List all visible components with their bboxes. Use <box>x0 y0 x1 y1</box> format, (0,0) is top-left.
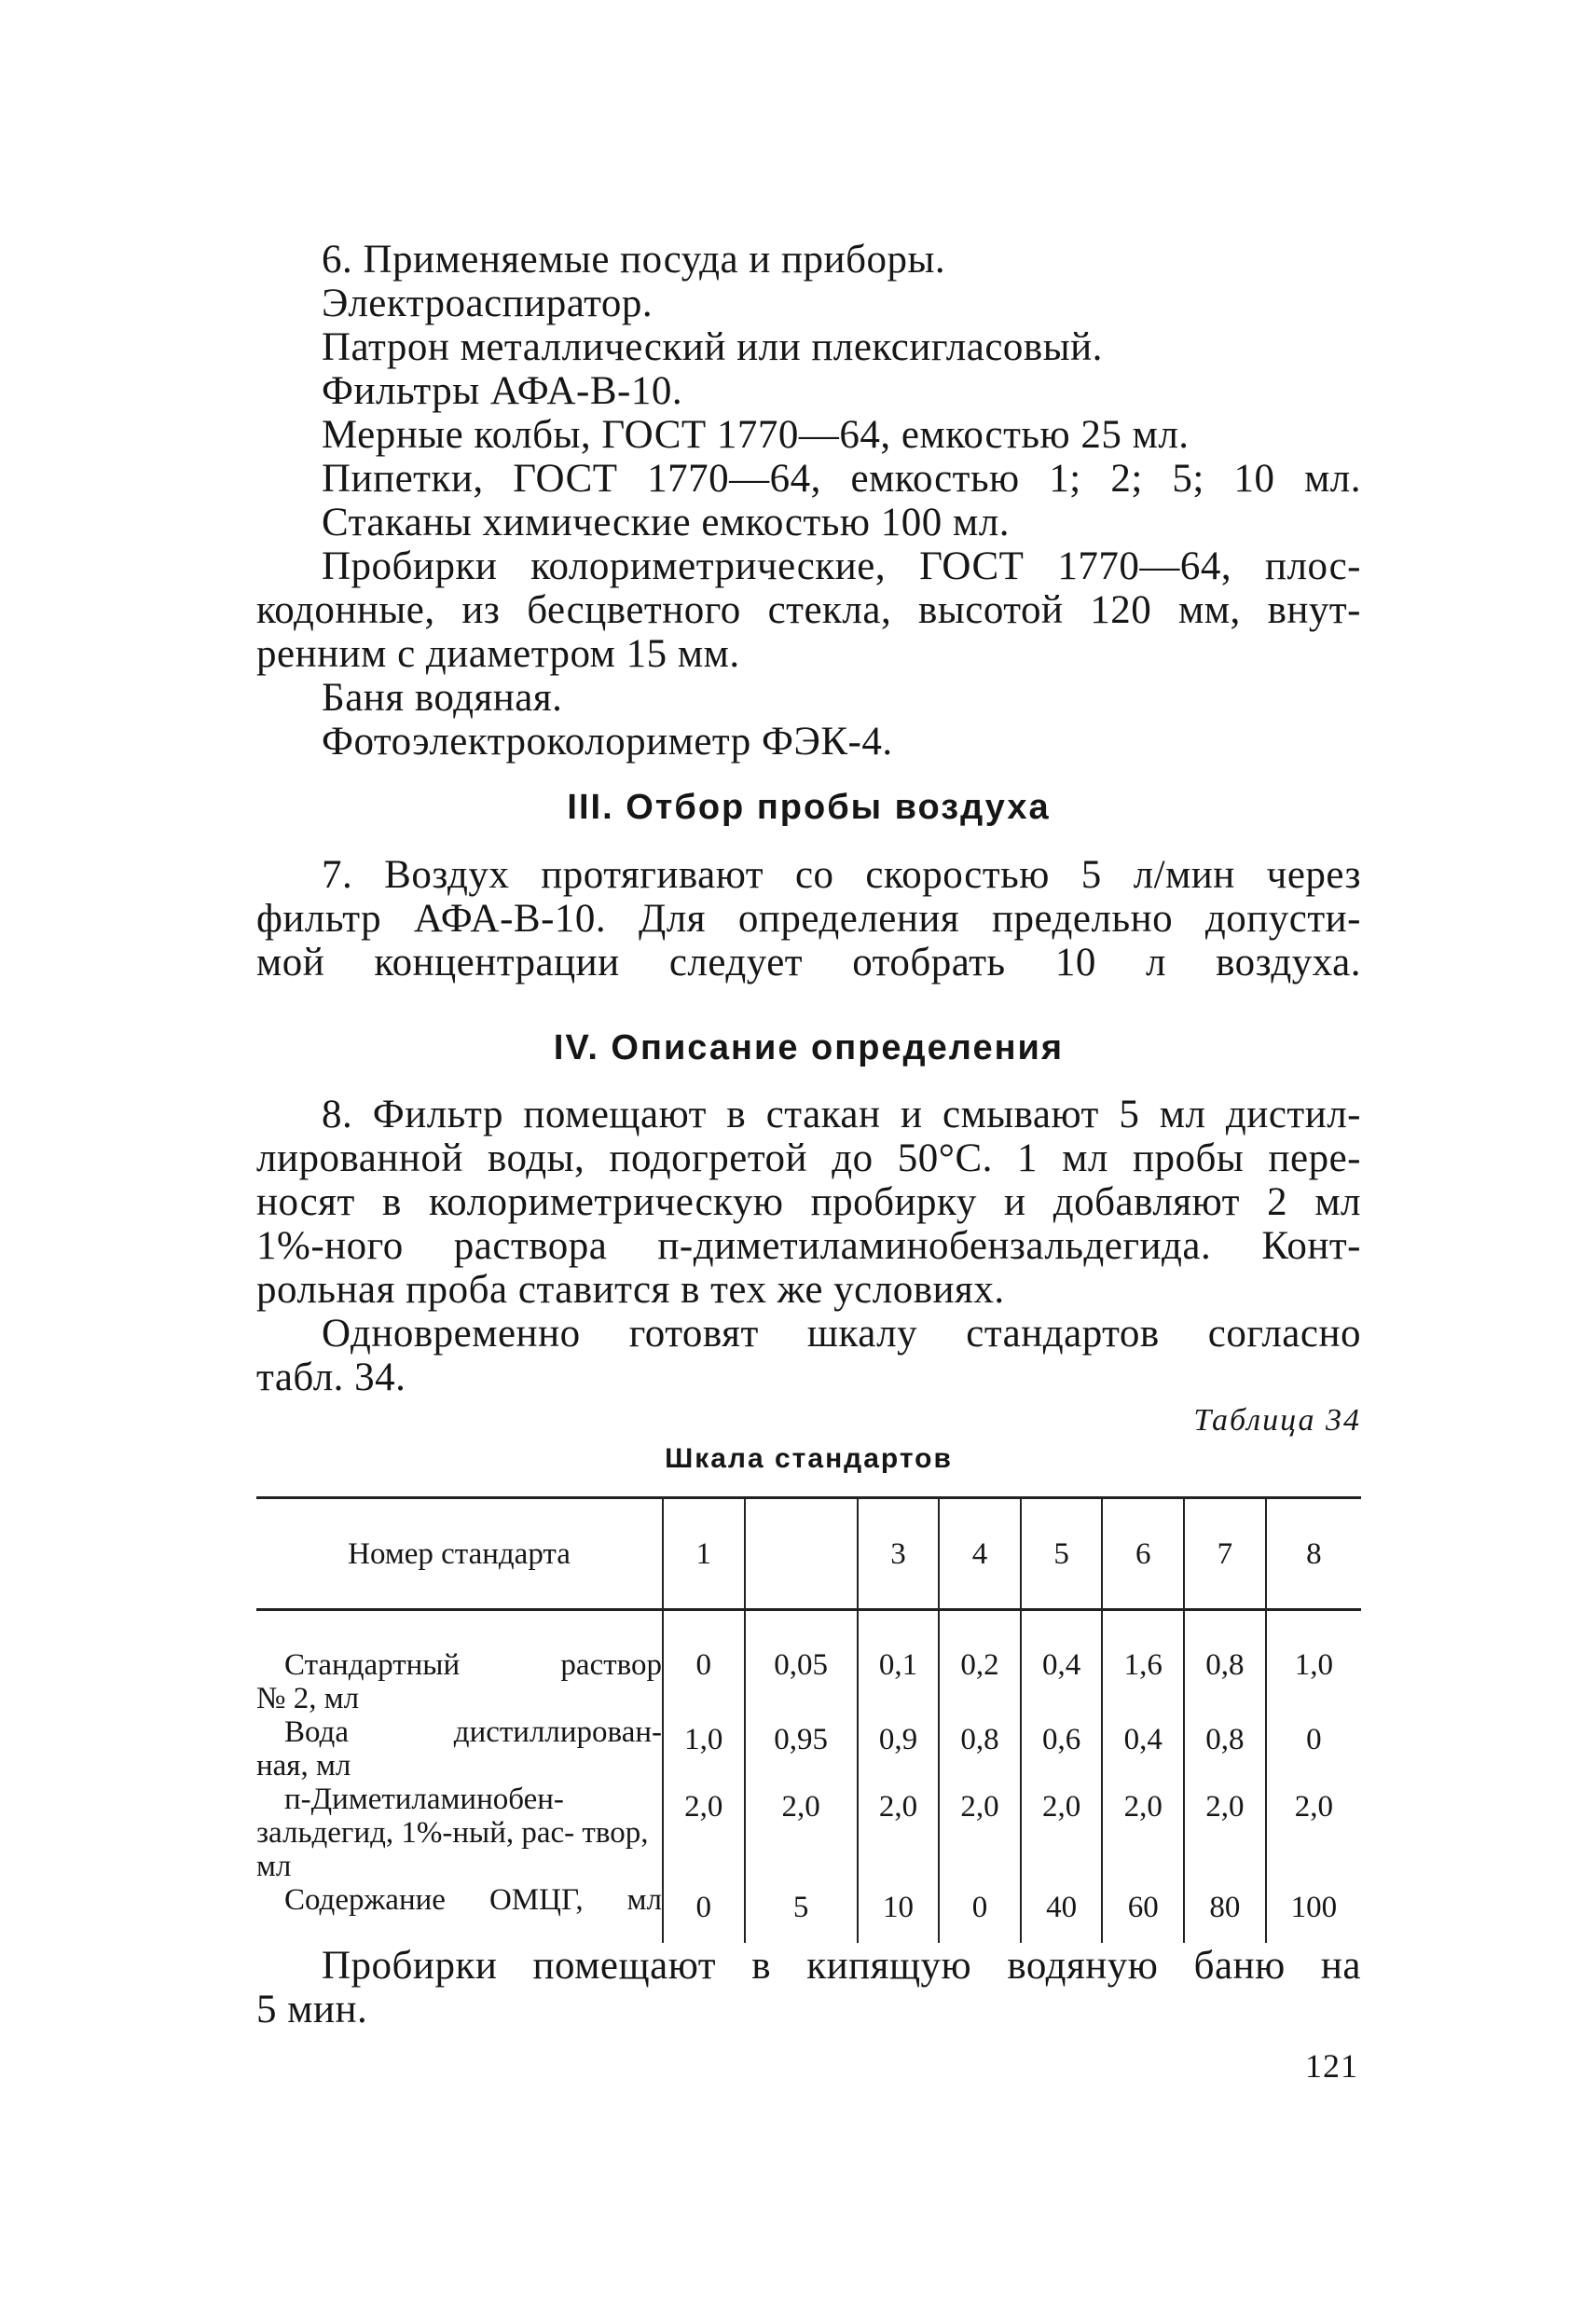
table-cell: 1,0 <box>1266 1610 1361 1716</box>
section-6-line: Баня водяная. <box>322 676 563 720</box>
section-6-line: кодонные, из бесцветного стекла, высотой 120 мм, внут- <box>256 588 1361 632</box>
table-cell: 0 <box>939 1883 1021 1943</box>
table-title: Шкала стандартов <box>665 1443 953 1474</box>
table-cell: 0,4 <box>1021 1610 1103 1716</box>
row-label <box>256 1883 663 1943</box>
section-6-line: Пипетки, ГОСТ 1770—64, емкостью 1; 2; 5; 10 мл. <box>322 457 1361 501</box>
standards-table <box>256 1496 1361 1943</box>
column-header <box>745 1498 858 1610</box>
section-6-line: Мерные колбы, ГОСТ 1770—64, емкостью 25 мл. <box>322 413 1190 457</box>
table-cell: 2,0 <box>939 1783 1021 1883</box>
section-6-line: Фотоэлектроколориметр ФЭК-4. <box>322 720 893 764</box>
section-7-line: 7. Воздух протягивают со скоростью 5 л/мин через <box>322 853 1361 897</box>
table-cell: 60 <box>1102 1883 1184 1943</box>
table-row <box>256 1610 1361 1716</box>
section-8-line: табл. 34. <box>256 1356 406 1399</box>
table-cell: 0,9 <box>858 1715 940 1783</box>
table-cell: 2,0 <box>745 1783 858 1883</box>
section-6-line: Пробирки колориметрические, ГОСТ 1770—64, плос- <box>322 544 1361 588</box>
page-number: 121 <box>1305 2047 1358 2085</box>
section-7-line: мой концентрации следует отобрать 10 л воздуха. <box>256 941 1361 984</box>
section-7 <box>256 853 1361 984</box>
section-8-line: 1%-ного раствора п-диметиламинобензальдегида. Конт- <box>256 1224 1361 1268</box>
table-cell: 1,0 <box>663 1715 745 1783</box>
column-header: 8 <box>1266 1498 1361 1610</box>
row-label-rest: ная, мл <box>256 1749 351 1783</box>
table-cell: 5 <box>745 1883 858 1943</box>
header-label: Номер стандарта <box>256 1498 663 1610</box>
row-label-rest: зальдегид, 1%-ный, рас- твор, мл <box>256 1816 649 1883</box>
table-cell: 0,2 <box>939 1610 1021 1716</box>
section-heading-4: IV. Описание определения <box>553 1028 1065 1067</box>
section-6-line: 6. Применяемые посуда и приборы. <box>322 238 946 282</box>
section-8-line: Одновременно готовят шкалу стандартов согласно <box>322 1312 1361 1356</box>
row-label <box>256 1715 663 1783</box>
table-header-row <box>256 1498 1361 1610</box>
table-row <box>256 1715 1361 1783</box>
column-header: 1 <box>663 1498 745 1610</box>
section-7-line: фильтр АФА-В-10. Для определения предельно допусти- <box>256 897 1361 941</box>
table-cell: 2,0 <box>1021 1783 1103 1883</box>
row-label-first: Стандартный раствор <box>284 1648 662 1682</box>
row-label <box>256 1610 663 1716</box>
table-cell: 10 <box>858 1883 940 1943</box>
section-8-line: лированной воды, подогретой до 50°С. 1 мл пробы пере- <box>256 1136 1361 1180</box>
table-cell: 100 <box>1266 1883 1361 1943</box>
table-cell: 0,95 <box>745 1715 858 1783</box>
table-cell: 0,05 <box>745 1610 858 1716</box>
row-label-first: Вода дистиллирован- <box>284 1715 662 1749</box>
section-6 <box>256 238 1361 764</box>
section-6-line: Патрон металлический или плексигласовый. <box>322 325 1103 369</box>
table-cell: 0 <box>663 1610 745 1716</box>
section-8 <box>256 1093 1361 1399</box>
table-cell: 0,1 <box>858 1610 940 1716</box>
section-6-line: Фильтры АФА-В-10. <box>322 369 683 413</box>
table-cell: 2,0 <box>1184 1783 1266 1883</box>
table-cell: 40 <box>1021 1883 1103 1943</box>
section-heading-3: III. Отбор пробы воздуха <box>567 788 1051 827</box>
table-cell: 1,6 <box>1102 1610 1184 1716</box>
table-cell: 0,8 <box>939 1715 1021 1783</box>
table-cell: 2,0 <box>858 1783 940 1883</box>
table-cell: 2,0 <box>663 1783 745 1883</box>
table-cell: 0,8 <box>1184 1610 1266 1716</box>
row-label <box>256 1783 663 1883</box>
column-header: 6 <box>1102 1498 1184 1610</box>
section-8-line: рольная проба ставится в тех же условиях. <box>256 1268 1005 1312</box>
table-cell: 0 <box>1266 1715 1361 1783</box>
column-header: 5 <box>1021 1498 1103 1610</box>
table-row <box>256 1783 1361 1883</box>
table-cell: 0 <box>663 1883 745 1943</box>
row-label-rest: № 2, мл <box>256 1682 360 1715</box>
table-row <box>256 1883 1361 1943</box>
table-cell: 2,0 <box>1102 1783 1184 1883</box>
table-cell: 80 <box>1184 1883 1266 1943</box>
table-cell: 0,8 <box>1184 1715 1266 1783</box>
section-6-line: Стаканы химические емкостью 100 мл. <box>322 501 1010 544</box>
column-header: 4 <box>939 1498 1021 1610</box>
row-label-first: п-Диметиламинобен- <box>284 1783 564 1816</box>
closing-line: Пробирки помещают в кипящую водяную баню на <box>322 1944 1361 1988</box>
section-8-line: 8. Фильтр помещают в стакан и смывают 5 мл дистил- <box>322 1093 1361 1136</box>
table-cell: 0,4 <box>1102 1715 1184 1783</box>
table-cell: 2,0 <box>1266 1783 1361 1883</box>
row-label-first: Содержание ОМЦГ, мл <box>284 1883 662 1917</box>
section-6-line: Электроаспиратор. <box>322 282 654 325</box>
column-header: 3 <box>858 1498 940 1610</box>
closing-paragraph <box>256 1944 1361 2031</box>
section-8-line: носят в колориметрическую пробирку и добавляют 2 мл <box>256 1180 1361 1224</box>
closing-line: 5 мин. <box>256 1988 368 2031</box>
table-caption: Таблица 34 <box>1193 1403 1361 1438</box>
column-header: 7 <box>1184 1498 1266 1610</box>
section-6-line: ренним с диаметром 15 мм. <box>256 632 740 676</box>
table-cell: 0,6 <box>1021 1715 1103 1783</box>
